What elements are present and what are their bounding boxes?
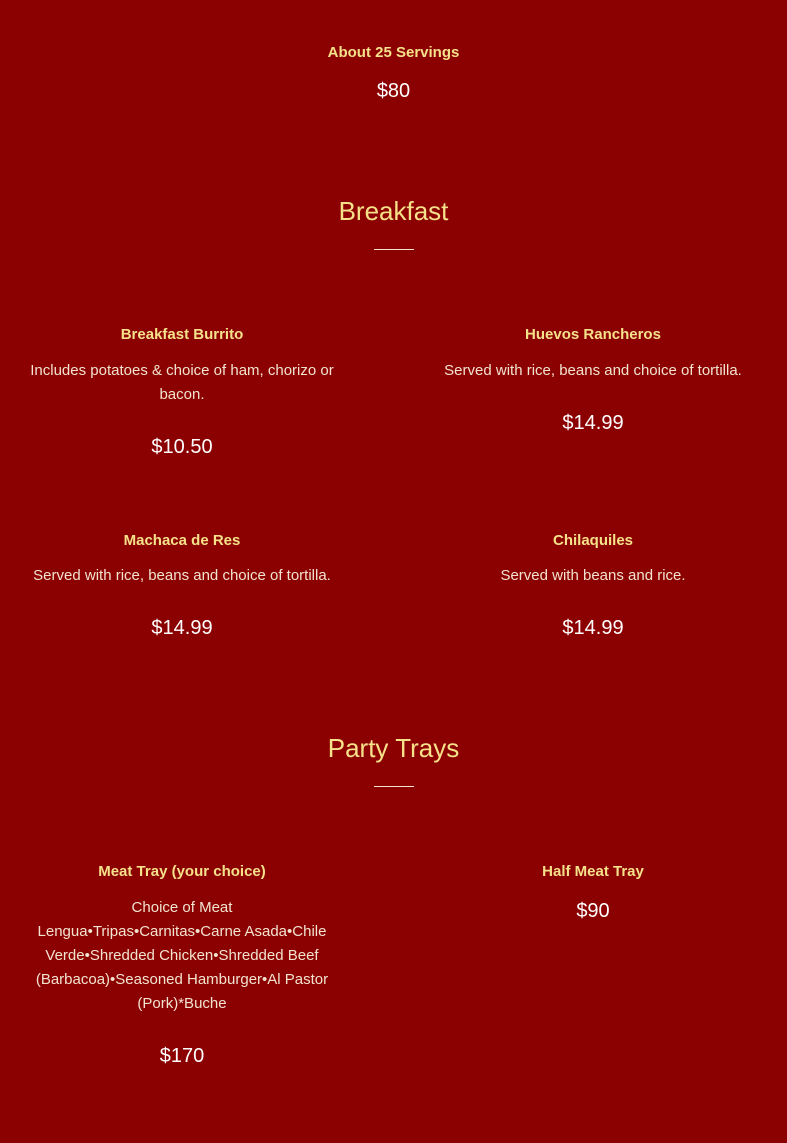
menu-item-name: Breakfast Burrito [120, 326, 244, 343]
menu-item-description: Choice of Meat Lengua•Tripas•Carnitas•Carne Asada•Chile Verde•Shredded Chicken•Shredded Beef (Barbacoa)•Seasoned Hamburger•Al Pastor (Pork)*Buche [35, 899, 329, 1012]
menu-item-description: Served with rice, beans and choice of tortilla. [33, 567, 331, 584]
section-divider [374, 786, 414, 787]
menu-item-name: Half Meat Tray [542, 863, 644, 880]
menu-item-price: $170 [159, 1045, 205, 1067]
menu-item-name: Chilaquiles [552, 532, 634, 549]
menu-item-name: Meat Tray (your choice) [98, 863, 266, 880]
menu-item-price: $14.99 [562, 617, 624, 639]
menu-item-name: About 25 Servings [327, 44, 460, 61]
menu-item-description: Includes potatoes & choice of ham, chorizo or bacon. [30, 362, 334, 403]
menu-item-price: $14.99 [562, 412, 624, 434]
menu-item-price: $80 [376, 80, 411, 102]
menu-item-price: $14.99 [151, 617, 213, 639]
menu-item-name: Huevos Rancheros [525, 326, 661, 343]
menu-item-description: Served with beans and rice. [500, 567, 686, 584]
menu-item-price: $10.50 [151, 436, 213, 458]
menu-item-description: Served with rice, beans and choice of tortilla. [444, 362, 742, 379]
menu-item-name: Machaca de Res [123, 532, 241, 549]
section-title-breakfast: Breakfast [338, 196, 449, 226]
section-divider [374, 249, 414, 250]
section-title-party-trays: Party Trays [327, 733, 460, 763]
menu-item-price: $90 [576, 900, 610, 922]
